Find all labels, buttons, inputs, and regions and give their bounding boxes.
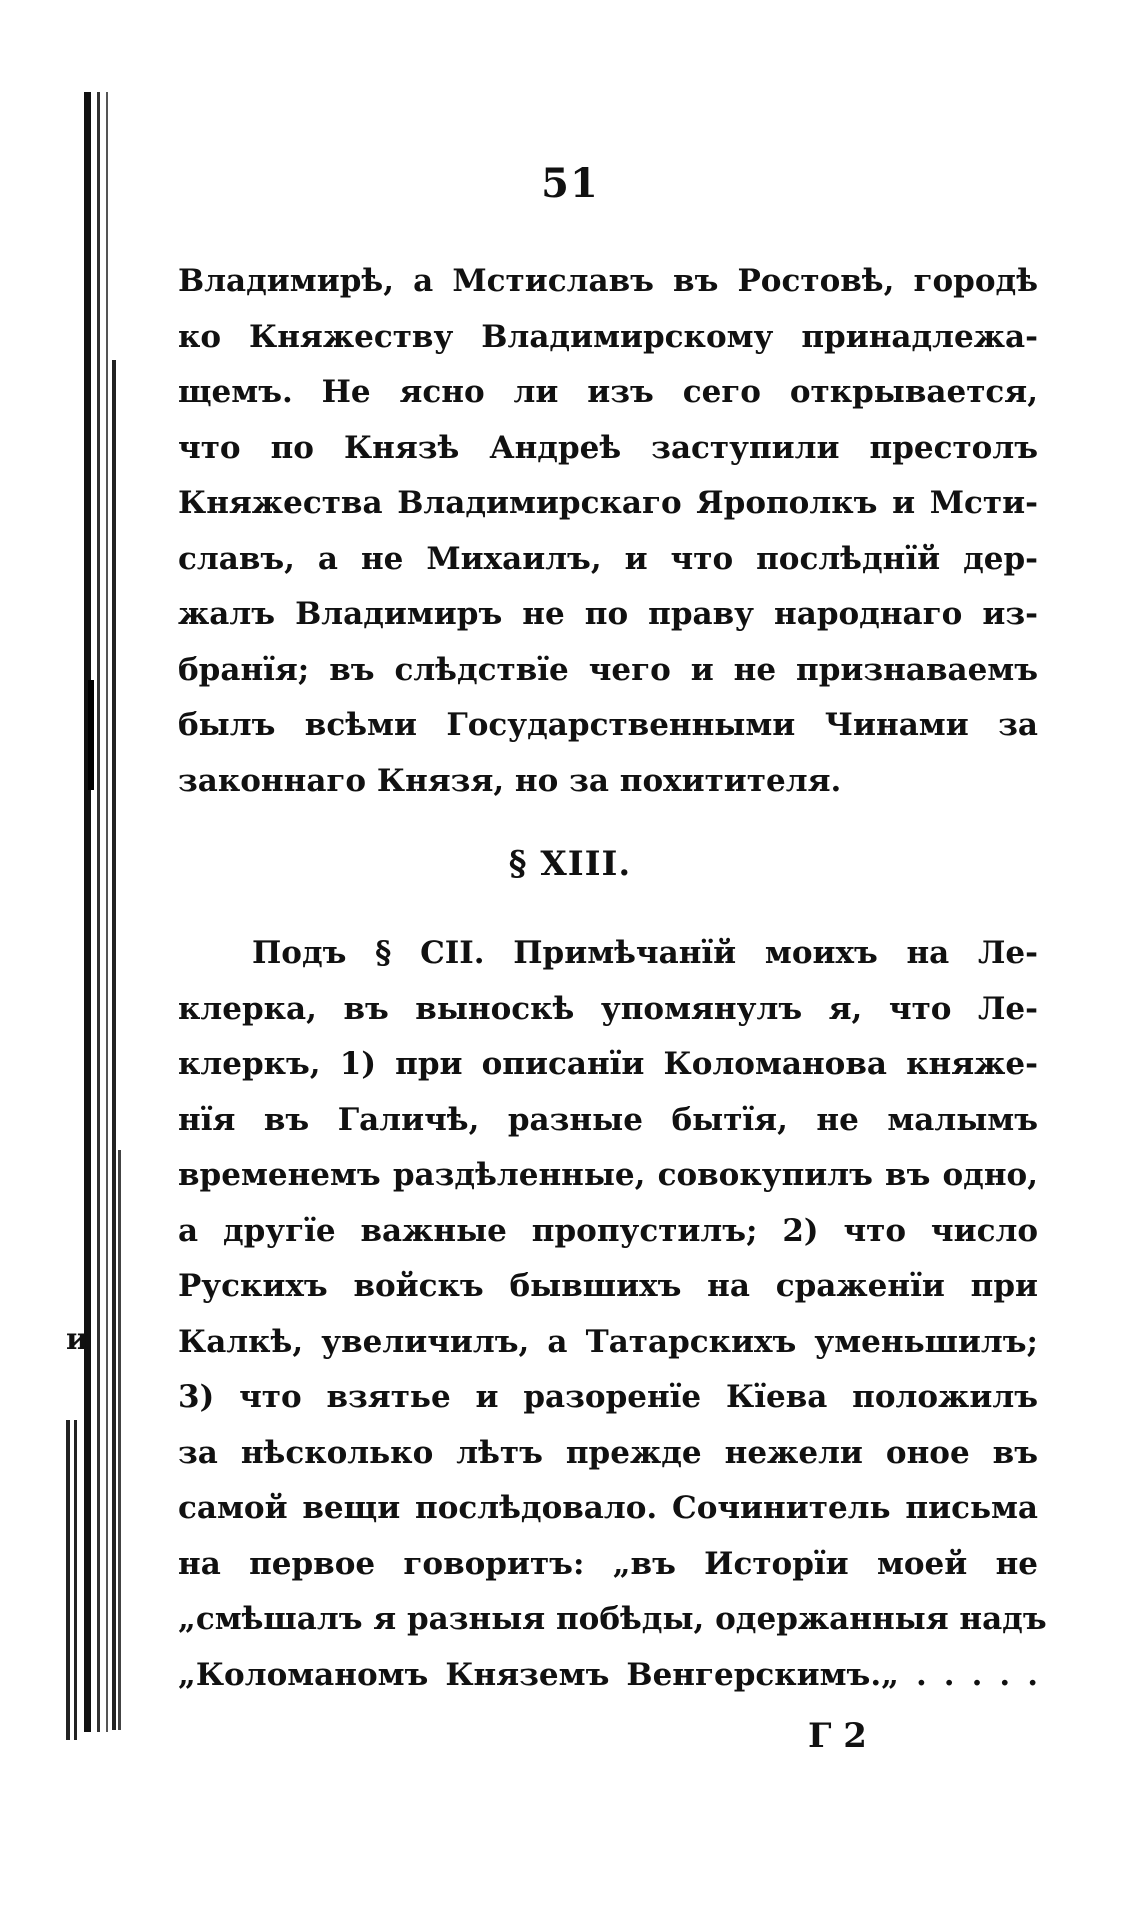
text-line: славъ, а не Михаилъ, и что послѣднїй дер- [178,540,1038,577]
text-line: жалъ Владимиръ не по праву народнаго из- [178,596,1038,632]
binding-edge-mark [112,360,116,1730]
text-line: 3) что взятье и разоренїе Кїева положилъ [178,1379,1038,1415]
text-line: а другїе важные пропустилъ; 2) что число [178,1212,1038,1249]
text-line: временемъ раздѣленные, совокупилъ въ одно, [178,1157,1038,1193]
text-line: законнаго Князя, но за похитителя. [178,762,842,799]
text-line: клеркъ, 1) при описанїи Коломанова княже- [178,1046,1038,1082]
text-line: что по Князѣ Андреѣ заступили престолъ [178,429,1038,466]
text-line: Княжества Владимирскаго Ярополкъ и Мсти- [178,485,1038,521]
binding-edge-mark [106,92,108,1732]
text-line: клерка, въ выноскѣ упомянулъ я, что Ле- [178,990,1038,1027]
binding-edge-mark [74,1420,77,1740]
text-line: Калкѣ, увеличилъ, а Татарскихъ уменьшилъ; [178,1323,1038,1360]
text-line: самой вещи послѣдовало. Сочинитель письма [178,1490,1038,1526]
binding-edge-mark [66,1420,70,1740]
text-line: на первое говоритъ: „въ Исторїи моей не [178,1545,1038,1582]
text-line: ко Княжеству Владимирскому принадлежа- [178,318,1038,355]
margin-mark: и [66,1322,89,1357]
binding-edge-mark [88,680,94,790]
signature-mark: Г 2 [808,1716,867,1756]
text-line: Подъ § CII. Примѣчанїй моихъ на Ле- [252,935,1038,971]
binding-edge-mark [118,1150,121,1730]
paragraph-1 [178,254,1038,809]
text-line: былъ всѣми Государственными Чинами за [178,707,1038,743]
text-line: „смѣшалъ я разныя побѣды, одержанныя надъ [178,1601,1047,1637]
text-line: „Коломаномъ Княземъ Венгерскимъ.„ . . . . . [178,1656,1038,1693]
binding-edge-mark [97,92,100,1732]
text-line: нїя въ Галичѣ, разные бытїя, не малымъ [178,1101,1038,1138]
text-line: щемъ. Не ясно ли изъ сего открывается, [178,374,1038,410]
text-line: за нѣсколько лѣтъ прежде нежели оное въ [178,1434,1038,1471]
text-line: Рускихъ войскъ бывшихъ на сраженїи при [178,1268,1038,1304]
section-heading: § XIII. [508,844,632,884]
page-number: 51 [541,160,599,207]
paragraph-2 [178,926,1047,1703]
text-line: бранїя; въ слѣдствїе чего и не признаваемъ [178,651,1038,688]
text-line: Владимирѣ, а Мстиславъ въ Ростовѣ, городѣ [178,263,1038,299]
binding-edge-mark [84,92,91,1732]
